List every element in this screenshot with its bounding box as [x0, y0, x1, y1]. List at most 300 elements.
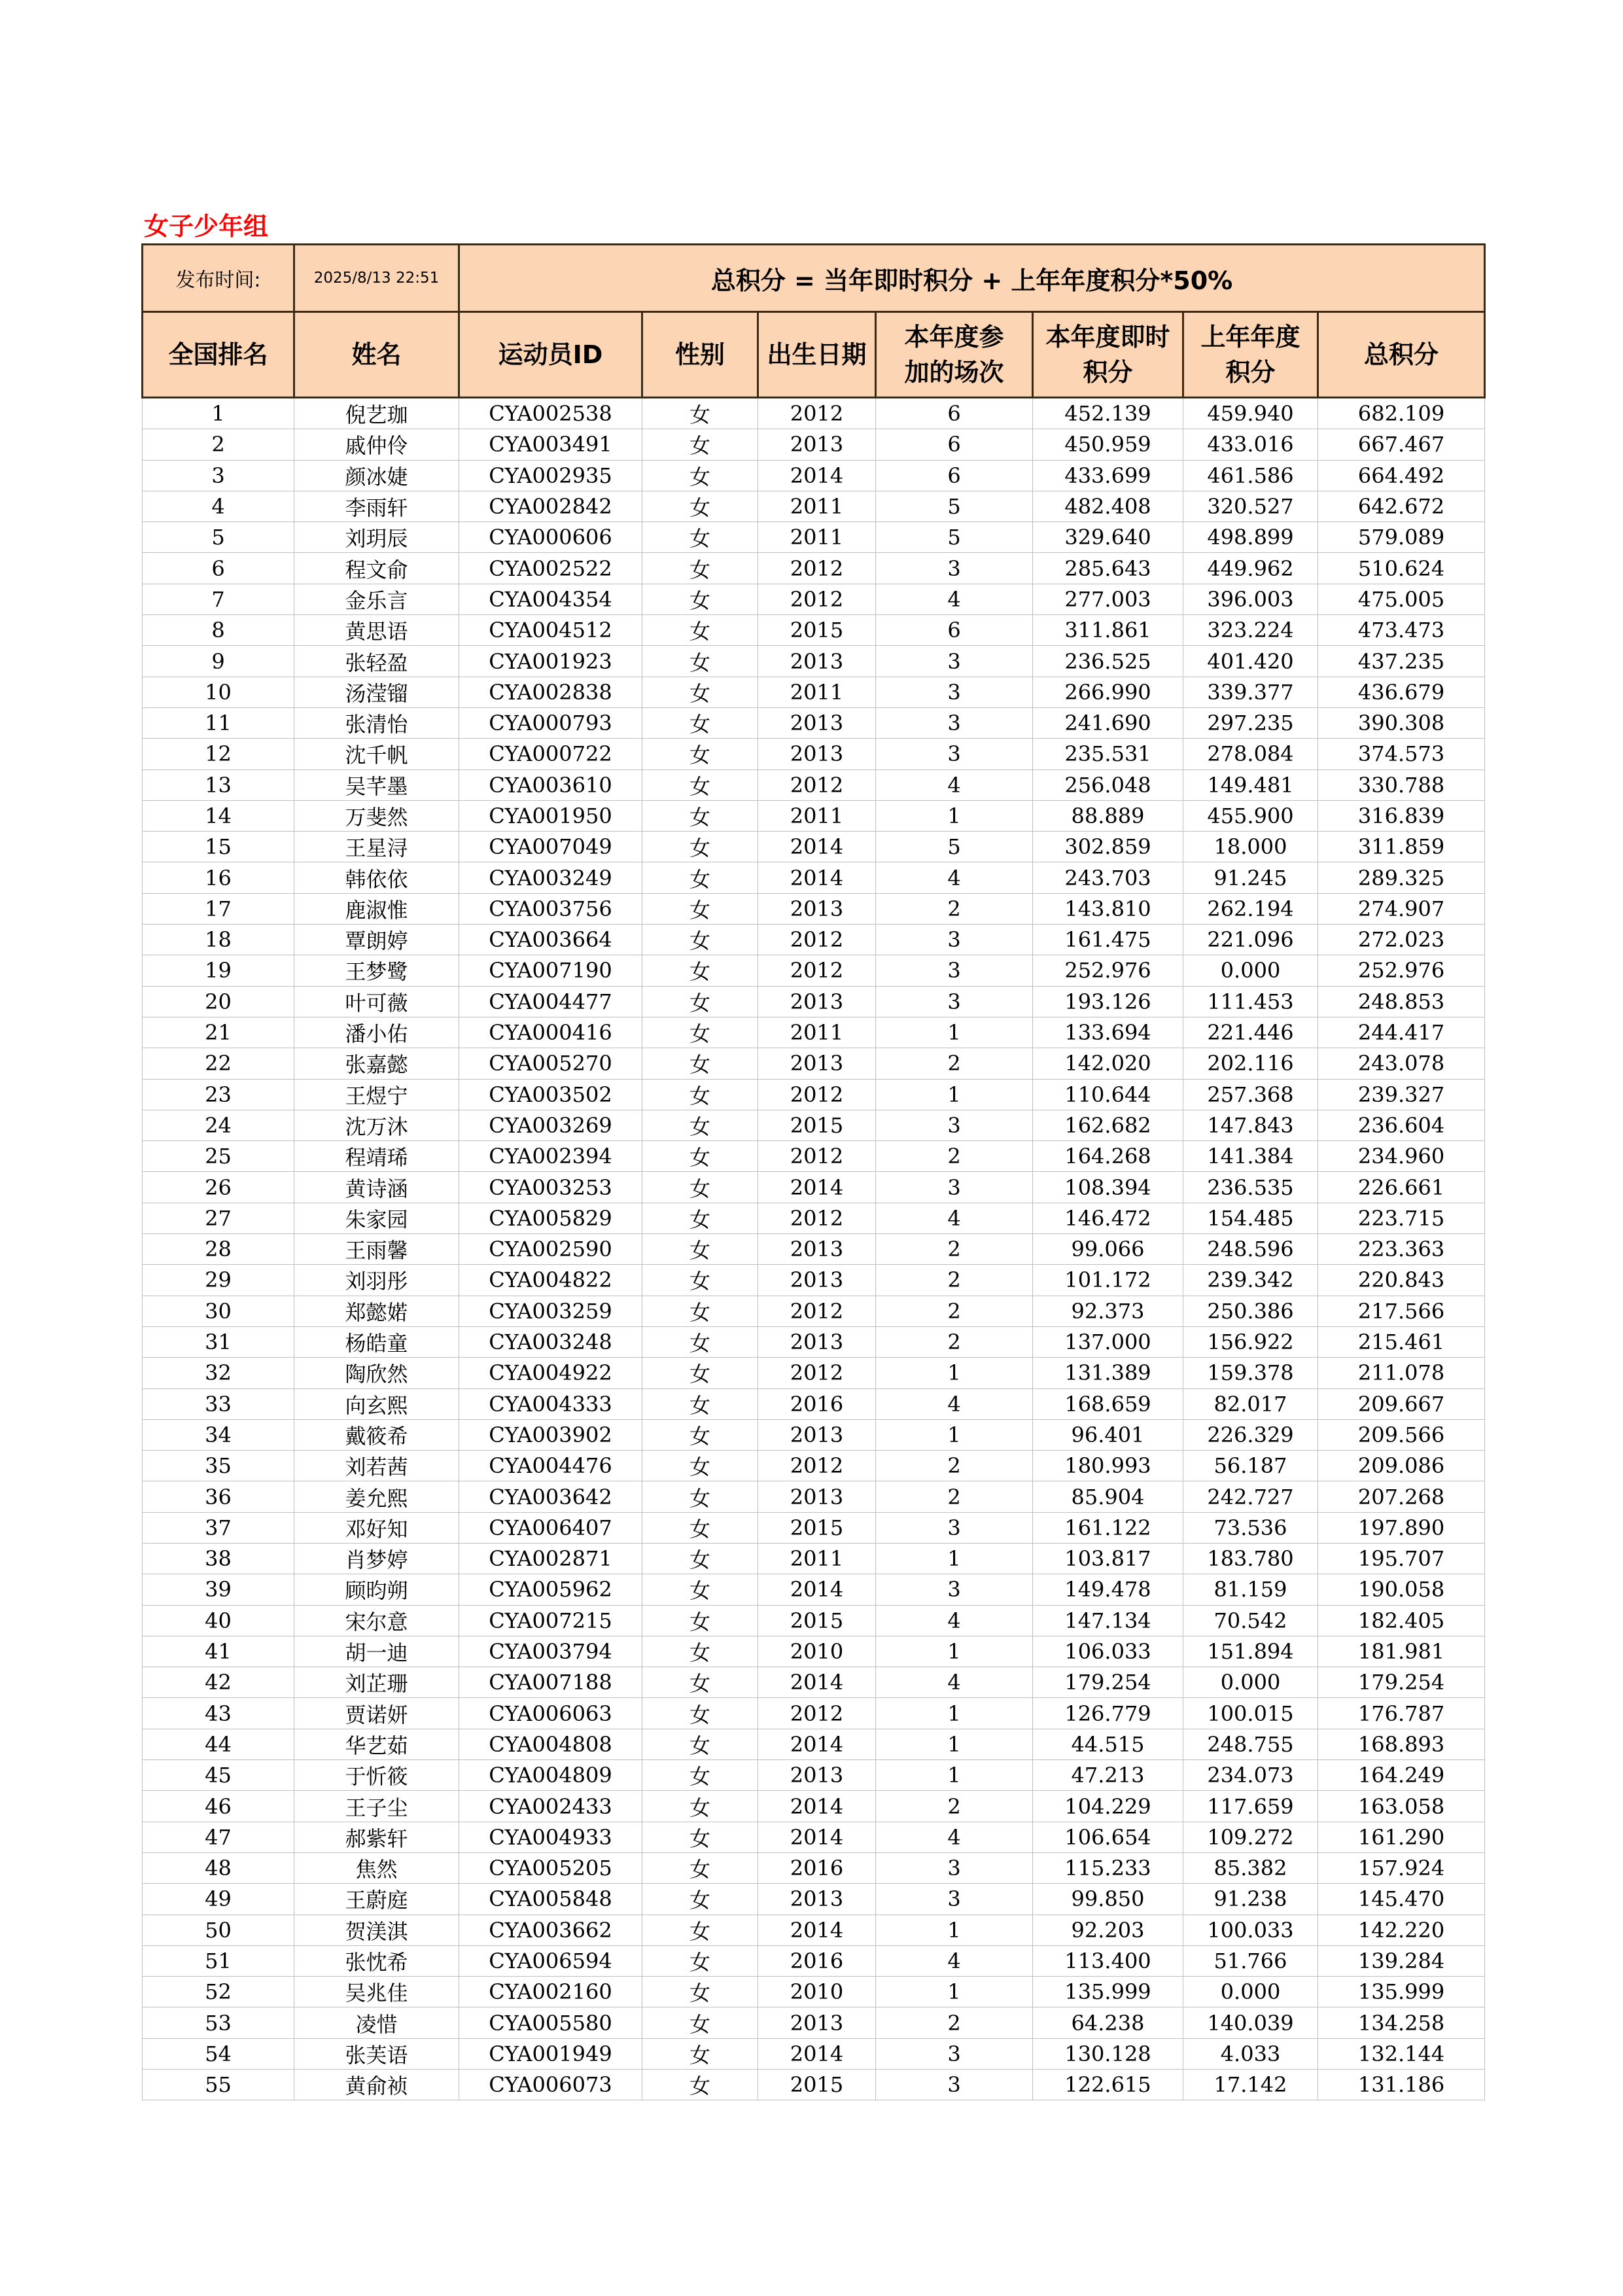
name-cell: 汤滢镏: [294, 677, 459, 707]
current-points-cell: 180.993: [1033, 1451, 1183, 1481]
table-row: [143, 553, 1485, 584]
birth-year-cell: 2015: [758, 615, 876, 646]
total-points-cell: 311.859: [1318, 832, 1485, 862]
name-cell: 程靖琋: [294, 1141, 459, 1172]
last-year-points-cell: 297.235: [1183, 707, 1318, 738]
table-row: [143, 862, 1485, 893]
events-cell: 2: [876, 1141, 1033, 1172]
total-points-cell: 475.005: [1318, 584, 1485, 614]
rank-cell: 35: [143, 1451, 294, 1481]
athlete-id-cell: CYA003253: [459, 1172, 642, 1203]
name-cell: 万斐然: [294, 800, 459, 831]
events-cell: 1: [876, 1017, 1033, 1048]
gender-cell: 女: [642, 1729, 758, 1759]
last-year-points-cell: 221.446: [1183, 1017, 1318, 1048]
gender-cell: 女: [642, 398, 758, 429]
birth-year-cell: 2015: [758, 1110, 876, 1140]
total-points-cell: 239.327: [1318, 1079, 1485, 1110]
table-row: [143, 1234, 1485, 1265]
gender-cell: 女: [642, 1822, 758, 1852]
athlete-id-cell: CYA004476: [459, 1451, 642, 1481]
last-year-points-cell: 449.962: [1183, 553, 1318, 584]
total-points-cell: 667.467: [1318, 429, 1485, 460]
events-cell: 1: [876, 1419, 1033, 1450]
table-row: [143, 1203, 1485, 1233]
current-points-cell: 482.408: [1033, 491, 1183, 521]
total-points-cell: 243.078: [1318, 1048, 1485, 1079]
events-cell: 3: [876, 1172, 1033, 1203]
rank-cell: 53: [143, 2007, 294, 2038]
gender-cell: 女: [642, 1760, 758, 1791]
gender-cell: 女: [642, 1048, 758, 1079]
birth-year-cell: 2015: [758, 1512, 876, 1543]
table-row: [143, 1915, 1485, 1945]
name-cell: 焦然: [294, 1852, 459, 1883]
birth-year-cell: 2012: [758, 1698, 876, 1729]
birth-year-cell: 2011: [758, 522, 876, 553]
gender-cell: 女: [642, 1358, 758, 1388]
name-cell: 贾诺妍: [294, 1698, 459, 1729]
name-cell: 鹿淑惟: [294, 893, 459, 924]
gender-cell: 女: [642, 1543, 758, 1574]
birth-year-cell: 2013: [758, 1481, 876, 1512]
athlete-id-cell: CYA002160: [459, 1977, 642, 2007]
last-year-points-cell: 117.659: [1183, 1791, 1318, 1822]
table-row: [143, 1388, 1485, 1419]
rank-cell: 43: [143, 1698, 294, 1729]
last-year-points-cell: 81.159: [1183, 1574, 1318, 1605]
birth-year-cell: 2014: [758, 1915, 876, 1945]
current-points-cell: 110.644: [1033, 1079, 1183, 1110]
events-cell: 1: [876, 1977, 1033, 2007]
rank-cell: 20: [143, 986, 294, 1017]
total-points-cell: 209.566: [1318, 1419, 1485, 1450]
gender-cell: 女: [642, 615, 758, 646]
gender-cell: 女: [642, 460, 758, 491]
current-points-cell: 85.904: [1033, 1481, 1183, 1512]
athlete-id-cell: CYA001950: [459, 800, 642, 831]
table-row: [143, 1451, 1485, 1481]
table-row: [143, 429, 1485, 460]
gender-cell: 女: [642, 800, 758, 831]
birth-year-cell: 2016: [758, 1945, 876, 1976]
birth-year-cell: 2014: [758, 2038, 876, 2069]
total-points-cell: 145.470: [1318, 1884, 1485, 1915]
name-cell: 姜允熙: [294, 1481, 459, 1512]
total-points-cell: 223.715: [1318, 1203, 1485, 1233]
gender-cell: 女: [642, 832, 758, 862]
name-cell: 刘芷珊: [294, 1667, 459, 1698]
total-points-cell: 168.893: [1318, 1729, 1485, 1759]
current-points-cell: 311.861: [1033, 615, 1183, 646]
last-year-points-cell: 459.940: [1183, 398, 1318, 429]
table-row: [143, 1110, 1485, 1140]
current-points-cell: 103.817: [1033, 1543, 1183, 1574]
last-year-points-cell: 221.096: [1183, 925, 1318, 955]
table-row: [143, 2007, 1485, 2038]
current-points-cell: 161.122: [1033, 1512, 1183, 1543]
rank-cell: 19: [143, 955, 294, 986]
current-points-cell: 256.048: [1033, 769, 1183, 800]
table-row: [143, 522, 1485, 553]
table-row: [143, 832, 1485, 862]
rank-cell: 10: [143, 677, 294, 707]
athlete-id-cell: CYA002522: [459, 553, 642, 584]
total-points-cell: 437.235: [1318, 646, 1485, 677]
current-points-cell: 92.203: [1033, 1915, 1183, 1945]
current-points-cell: 243.703: [1033, 862, 1183, 893]
group-title: 女子少年组: [144, 212, 269, 241]
column-header-gender: 性别: [642, 312, 758, 398]
current-points-cell: 164.268: [1033, 1141, 1183, 1172]
rank-cell: 1: [143, 398, 294, 429]
current-points-cell: 161.475: [1033, 925, 1183, 955]
table-row: [143, 800, 1485, 831]
last-year-points-cell: 4.033: [1183, 2038, 1318, 2069]
birth-year-cell: 2012: [758, 925, 876, 955]
current-points-cell: 302.859: [1033, 832, 1183, 862]
current-points-cell: 143.810: [1033, 893, 1183, 924]
birth-year-cell: 2014: [758, 1822, 876, 1852]
name-cell: 胡一迪: [294, 1636, 459, 1667]
birth-year-cell: 2013: [758, 1760, 876, 1791]
last-year-points-cell: 239.342: [1183, 1265, 1318, 1296]
last-year-points-cell: 498.899: [1183, 522, 1318, 553]
last-year-points-cell: 0.000: [1183, 955, 1318, 986]
name-cell: 于忻筱: [294, 1760, 459, 1791]
rank-cell: 8: [143, 615, 294, 646]
last-year-points-cell: 339.377: [1183, 677, 1318, 707]
rank-cell: 18: [143, 925, 294, 955]
table-row: [143, 1512, 1485, 1543]
last-year-points-cell: 141.384: [1183, 1141, 1318, 1172]
birth-year-cell: 2014: [758, 1791, 876, 1822]
rank-cell: 13: [143, 769, 294, 800]
last-year-points-cell: 226.329: [1183, 1419, 1318, 1450]
athlete-id-cell: CYA005962: [459, 1574, 642, 1605]
last-year-points-cell: 18.000: [1183, 832, 1318, 862]
name-cell: 韩依依: [294, 862, 459, 893]
rank-cell: 36: [143, 1481, 294, 1512]
current-points-cell: 108.394: [1033, 1172, 1183, 1203]
gender-cell: 女: [642, 986, 758, 1017]
total-points-cell: 390.308: [1318, 707, 1485, 738]
last-year-points-cell: 455.900: [1183, 800, 1318, 831]
athlete-id-cell: CYA004333: [459, 1388, 642, 1419]
gender-cell: 女: [642, 1265, 758, 1296]
current-points-cell: 146.472: [1033, 1203, 1183, 1233]
events-cell: 2: [876, 1048, 1033, 1079]
events-cell: 2: [876, 1296, 1033, 1326]
rank-cell: 5: [143, 522, 294, 553]
last-year-points-cell: 111.453: [1183, 986, 1318, 1017]
gender-cell: 女: [642, 1017, 758, 1048]
name-cell: 刘玥辰: [294, 522, 459, 553]
gender-cell: 女: [642, 1172, 758, 1203]
total-points-cell: 473.473: [1318, 615, 1485, 646]
table-row: [143, 1667, 1485, 1698]
events-cell: 2: [876, 1451, 1033, 1481]
rank-cell: 23: [143, 1079, 294, 1110]
events-cell: 2: [876, 1481, 1033, 1512]
rank-cell: 38: [143, 1543, 294, 1574]
total-points-cell: 217.566: [1318, 1296, 1485, 1326]
current-points-cell: 115.233: [1033, 1852, 1183, 1883]
total-points-cell: 139.284: [1318, 1945, 1485, 1976]
gender-cell: 女: [642, 1296, 758, 1326]
rank-cell: 50: [143, 1915, 294, 1945]
table-row: [143, 986, 1485, 1017]
events-cell: 2: [876, 1791, 1033, 1822]
total-points-cell: 274.907: [1318, 893, 1485, 924]
last-year-points-cell: 250.386: [1183, 1296, 1318, 1326]
gender-cell: 女: [642, 1605, 758, 1636]
athlete-id-cell: CYA003664: [459, 925, 642, 955]
rank-cell: 16: [143, 862, 294, 893]
birth-year-cell: 2014: [758, 832, 876, 862]
athlete-id-cell: CYA003249: [459, 862, 642, 893]
table-row: [143, 1141, 1485, 1172]
gender-cell: 女: [642, 1326, 758, 1357]
athlete-id-cell: CYA002871: [459, 1543, 642, 1574]
total-points-cell: 248.853: [1318, 986, 1485, 1017]
events-cell: 2: [876, 2007, 1033, 2038]
athlete-id-cell: CYA004808: [459, 1729, 642, 1759]
athlete-id-cell: CYA007049: [459, 832, 642, 862]
name-cell: 颜冰婕: [294, 460, 459, 491]
last-year-points-cell: 183.780: [1183, 1543, 1318, 1574]
table-row: [143, 1543, 1485, 1574]
total-points-cell: 215.461: [1318, 1326, 1485, 1357]
total-points-cell: 132.144: [1318, 2038, 1485, 2069]
table-row: [143, 1296, 1485, 1326]
birth-year-cell: 2010: [758, 1977, 876, 2007]
current-points-cell: 64.238: [1033, 2007, 1183, 2038]
name-cell: 吴兆佳: [294, 1977, 459, 2007]
table-row: [143, 1945, 1485, 1976]
current-points-cell: 92.373: [1033, 1296, 1183, 1326]
name-cell: 张嘉懿: [294, 1048, 459, 1079]
name-cell: 刘羽彤: [294, 1265, 459, 1296]
current-points-cell: 433.699: [1033, 460, 1183, 491]
gender-cell: 女: [642, 1698, 758, 1729]
athlete-id-cell: CYA002838: [459, 677, 642, 707]
rank-cell: 48: [143, 1852, 294, 1883]
name-cell: 刘若茜: [294, 1451, 459, 1481]
events-cell: 1: [876, 1358, 1033, 1388]
name-cell: 王煜宁: [294, 1079, 459, 1110]
rank-cell: 44: [143, 1729, 294, 1759]
last-year-points-cell: 154.485: [1183, 1203, 1318, 1233]
total-points-cell: 179.254: [1318, 1667, 1485, 1698]
athlete-id-cell: CYA006063: [459, 1698, 642, 1729]
rank-cell: 39: [143, 1574, 294, 1605]
gender-cell: 女: [642, 955, 758, 986]
total-points-cell: 236.604: [1318, 1110, 1485, 1140]
last-year-points-cell: 109.272: [1183, 1822, 1318, 1852]
rank-cell: 37: [143, 1512, 294, 1543]
athlete-id-cell: CYA004933: [459, 1822, 642, 1852]
birth-year-cell: 2014: [758, 460, 876, 491]
athlete-id-cell: CYA003248: [459, 1326, 642, 1357]
total-points-cell: 209.086: [1318, 1451, 1485, 1481]
table-row: [143, 2070, 1485, 2100]
table-row: [143, 677, 1485, 707]
gender-cell: 女: [642, 584, 758, 614]
total-points-cell: 252.976: [1318, 955, 1485, 986]
name-cell: 张轻盈: [294, 646, 459, 677]
rank-cell: 55: [143, 2070, 294, 2100]
table-row: [143, 1977, 1485, 2007]
events-cell: 6: [876, 398, 1033, 429]
last-year-points-cell: 236.535: [1183, 1172, 1318, 1203]
athlete-id-cell: CYA002538: [459, 398, 642, 429]
total-points-cell: 510.624: [1318, 553, 1485, 584]
rank-cell: 14: [143, 800, 294, 831]
name-cell: 黄俞祯: [294, 2070, 459, 2100]
gender-cell: 女: [642, 1234, 758, 1265]
athlete-id-cell: CYA002590: [459, 1234, 642, 1265]
birth-year-cell: 2012: [758, 584, 876, 614]
events-cell: 2: [876, 1265, 1033, 1296]
gender-cell: 女: [642, 553, 758, 584]
athlete-id-cell: CYA004354: [459, 584, 642, 614]
total-points-cell: 209.667: [1318, 1388, 1485, 1419]
total-points-cell: 220.843: [1318, 1265, 1485, 1296]
birth-year-cell: 2012: [758, 553, 876, 584]
current-points-cell: 450.959: [1033, 429, 1183, 460]
events-cell: 3: [876, 955, 1033, 986]
birth-year-cell: 2016: [758, 1388, 876, 1419]
rank-cell: 4: [143, 491, 294, 521]
name-cell: 郝紫轩: [294, 1822, 459, 1852]
events-cell: 2: [876, 893, 1033, 924]
last-year-points-cell: 85.382: [1183, 1852, 1318, 1883]
events-cell: 3: [876, 707, 1033, 738]
column-header-row: [143, 312, 1485, 398]
events-cell: 3: [876, 1852, 1033, 1883]
athlete-id-cell: CYA006594: [459, 1945, 642, 1976]
last-year-points-cell: 234.073: [1183, 1760, 1318, 1791]
rank-cell: 45: [143, 1760, 294, 1791]
last-year-points-cell: 242.727: [1183, 1481, 1318, 1512]
athlete-id-cell: CYA005580: [459, 2007, 642, 2038]
name-cell: 戚仲伶: [294, 429, 459, 460]
athlete-id-cell: CYA003794: [459, 1636, 642, 1667]
gender-cell: 女: [642, 677, 758, 707]
gender-cell: 女: [642, 646, 758, 677]
current-points-cell: 131.389: [1033, 1358, 1183, 1388]
birth-year-cell: 2013: [758, 1884, 876, 1915]
last-year-points-cell: 91.238: [1183, 1884, 1318, 1915]
rank-cell: 51: [143, 1945, 294, 1976]
last-year-points-cell: 17.142: [1183, 2070, 1318, 2100]
athlete-id-cell: CYA005829: [459, 1203, 642, 1233]
name-cell: 凌惜: [294, 2007, 459, 2038]
total-points-cell: 182.405: [1318, 1605, 1485, 1636]
birth-year-cell: 2011: [758, 1017, 876, 1048]
name-cell: 王子尘: [294, 1791, 459, 1822]
rank-cell: 31: [143, 1326, 294, 1357]
rank-cell: 6: [143, 553, 294, 584]
last-year-points-cell: 0.000: [1183, 1667, 1318, 1698]
name-cell: 宋尔意: [294, 1605, 459, 1636]
events-cell: 3: [876, 1574, 1033, 1605]
athlete-id-cell: CYA000722: [459, 739, 642, 769]
total-points-cell: 207.268: [1318, 1481, 1485, 1512]
events-cell: 3: [876, 986, 1033, 1017]
events-cell: 4: [876, 769, 1033, 800]
table-row: [143, 925, 1485, 955]
total-points-cell: 176.787: [1318, 1698, 1485, 1729]
rank-cell: 9: [143, 646, 294, 677]
table-row: [143, 1048, 1485, 1079]
gender-cell: 女: [642, 925, 758, 955]
events-cell: 3: [876, 1884, 1033, 1915]
column-header-name: 姓名: [294, 312, 459, 398]
last-year-points-cell: 82.017: [1183, 1388, 1318, 1419]
gender-cell: 女: [642, 707, 758, 738]
birth-year-cell: 2011: [758, 1543, 876, 1574]
birth-year-cell: 2013: [758, 707, 876, 738]
table-row: [143, 1017, 1485, 1048]
gender-cell: 女: [642, 1079, 758, 1110]
name-cell: 向玄熙: [294, 1388, 459, 1419]
events-cell: 3: [876, 739, 1033, 769]
table-row: [143, 1822, 1485, 1852]
rank-cell: 54: [143, 2038, 294, 2069]
name-cell: 倪艺珈: [294, 398, 459, 429]
events-cell: 6: [876, 429, 1033, 460]
events-cell: 5: [876, 522, 1033, 553]
name-cell: 沈万沐: [294, 1110, 459, 1140]
gender-cell: 女: [642, 1977, 758, 2007]
birth-year-cell: 2012: [758, 1079, 876, 1110]
total-points-cell: 161.290: [1318, 1822, 1485, 1852]
gender-cell: 女: [642, 1451, 758, 1481]
gender-cell: 女: [642, 429, 758, 460]
last-year-points-cell: 100.033: [1183, 1915, 1318, 1945]
name-cell: 朱家园: [294, 1203, 459, 1233]
current-points-cell: 147.134: [1033, 1605, 1183, 1636]
birth-year-cell: 2011: [758, 491, 876, 521]
birth-year-cell: 2014: [758, 1667, 876, 1698]
events-cell: 5: [876, 491, 1033, 521]
gender-cell: 女: [642, 1636, 758, 1667]
athlete-id-cell: CYA000606: [459, 522, 642, 553]
column-header-athlete-id: 运动员ID: [459, 312, 642, 398]
gender-cell: 女: [642, 769, 758, 800]
name-cell: 李雨轩: [294, 491, 459, 521]
athlete-id-cell: CYA001949: [459, 2038, 642, 2069]
current-points-cell: 99.850: [1033, 1884, 1183, 1915]
name-cell: 吴芊墨: [294, 769, 459, 800]
rank-cell: 40: [143, 1605, 294, 1636]
table-row: [143, 1636, 1485, 1667]
rank-cell: 33: [143, 1388, 294, 1419]
rank-cell: 26: [143, 1172, 294, 1203]
last-year-points-cell: 100.015: [1183, 1698, 1318, 1729]
athlete-id-cell: CYA006073: [459, 2070, 642, 2100]
rank-cell: 28: [143, 1234, 294, 1265]
current-points-cell: 133.694: [1033, 1017, 1183, 1048]
rank-cell: 22: [143, 1048, 294, 1079]
total-points-cell: 642.672: [1318, 491, 1485, 521]
events-cell: 6: [876, 615, 1033, 646]
current-points-cell: 122.615: [1033, 2070, 1183, 2100]
current-points-cell: 168.659: [1033, 1388, 1183, 1419]
current-points-cell: 193.126: [1033, 986, 1183, 1017]
